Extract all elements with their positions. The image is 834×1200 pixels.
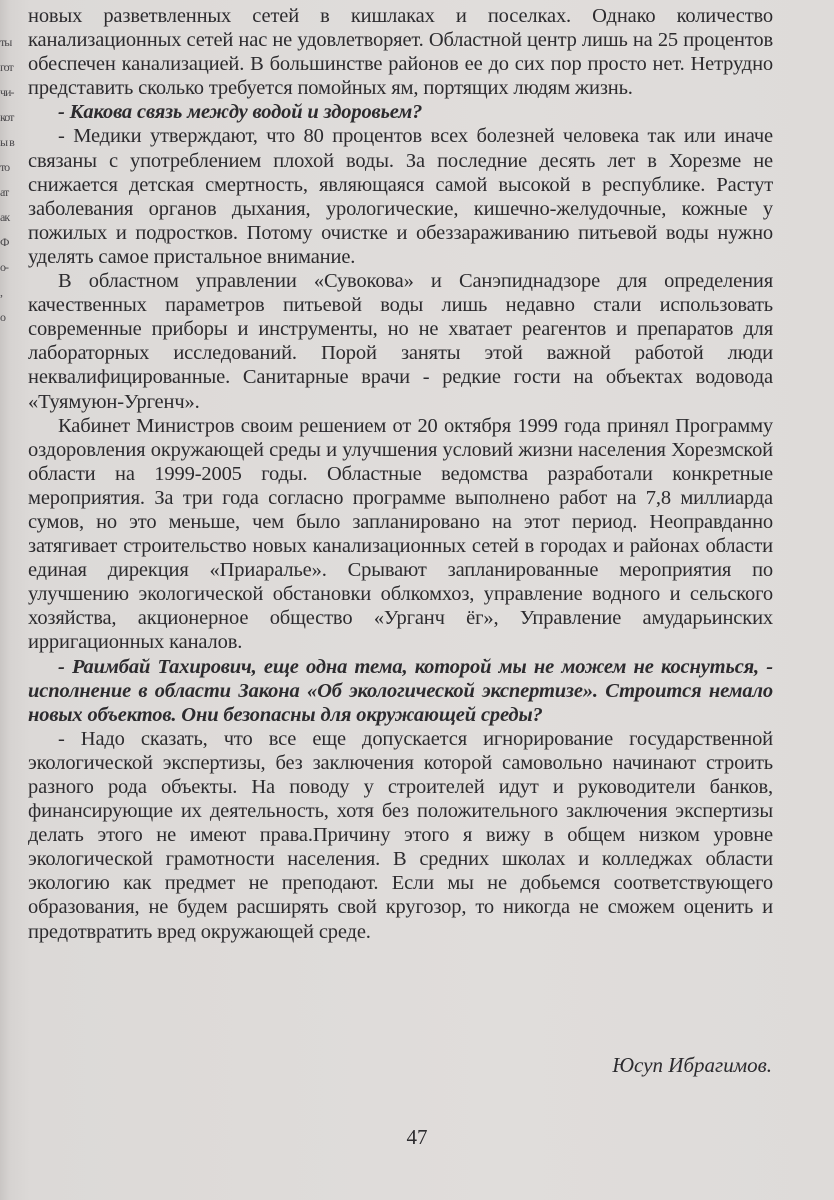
paragraph: Кабинет Министров своим решением от 20 октября 1999 года принял Программу оздоровления окружающей среды и улучшения условий жизни населения Хорезмской области на 1999-2005 годы. Областные ведомства разработали конкретные мероприятия. За три года согласно программе выполнено работ на 7,8 миллиарда сумов, но это меньше, чем было запланировано на этот период. Неоправданно затягивает строительство новых канализационных сетей в городах и районах области единая дирекция «Приаралье». Срывают запланированные мероприятия по улучшению экологической обстановки облкомхоз, управление водного и сельского хозяйства, акционерное общество «Урганч ёг», Управление амударьинских ирригационных каналов. [28,414,773,654]
margin-fragment: ы в [0,135,14,149]
interview-answer: - Медики утверждают, что 80 процентов всех болезней человека так или иначе связаны с употреблением плохой воды. За последние десять лет в Хорезме не снижается детская смертность, являющаяся самой высокой в республике. Растут заболевания органов дыхания, урологические, кишечно-желудочные, кожные у пожилых и подростков. Потому очистке и обеззараживанию питьевой воды нужно уделять самое пристальное внимание. [28,125,773,268]
margin-fragment: о [0,310,5,324]
margin-fragment: то [0,160,10,174]
adjacent-page-margin [0,30,22,450]
article-body [28,4,773,944]
author-signature: Юсуп Ибрагимов. [612,1053,772,1077]
margin-fragment: чи- [0,85,14,99]
paragraph-continuation: новых разветвленных сетей в кишлаках и поселках. Однако количество канализационных сетей нас не удовлетворяет. Областной центр лишь на 25 процентов обеспечен канализацией. В большинстве районов ее до сих пор просто нет. Нетрудно представить сколько требуется помойных ям, портящих людям жизнь. [28,5,773,100]
interview-question: - Какова связь между водой и здоровьем? [58,101,423,124]
margin-fragment: ат [0,185,9,199]
margin-fragment: гот [0,60,13,74]
paragraph: В областном управлении «Сувокова» и Санэпиднадзоре для определения качественных параметров питьевой воды лишь недавно стали использовать современные приборы и инструменты, но не хватает реагентов и препаратов для лабораторных исследований. Порой заняты этой важной работой люди неквалифицированные. Санитарные врачи - редкие гости на объектах водовода «Туямуюн-Ургенч». [28,270,773,413]
margin-fragment: кот [0,110,14,124]
interview-question: - Раимбай Тахирович, еще одна тема, которой мы не можем не коснуться, - исполнение в области Закона «Об экологической экспертизе». Строится немало новых объектов. Они безопасны для окружающей среды? [28,655,773,726]
margin-fragment: , [0,285,2,299]
margin-fragment: о- [0,260,8,274]
margin-fragment: ты [0,35,12,49]
page-number: 47 [406,1125,428,1149]
margin-fragment: ак [0,210,10,224]
interview-answer: - Надо сказать, что все еще допускается игнорирование государственной экологической экспертизы, без заключения которой самовольно начинают строить разного рода объекты. На поводу у строителей идут и руководители банков, финансирующие их деятельность, хотя без положительного заключения экспертизы делать этого не имеют права.Причину этого я вижу в общем низком уровне экологической грамотности населения. В средних школах и колледжах области экологию как предмет не преподают. Если мы не добьемся соответствующего образования, не будем расширять свой кругозор, то никогда не сможем оценить и предотвратить вред окружающей среде. [28,727,773,943]
margin-fragment: Ф [0,235,9,249]
